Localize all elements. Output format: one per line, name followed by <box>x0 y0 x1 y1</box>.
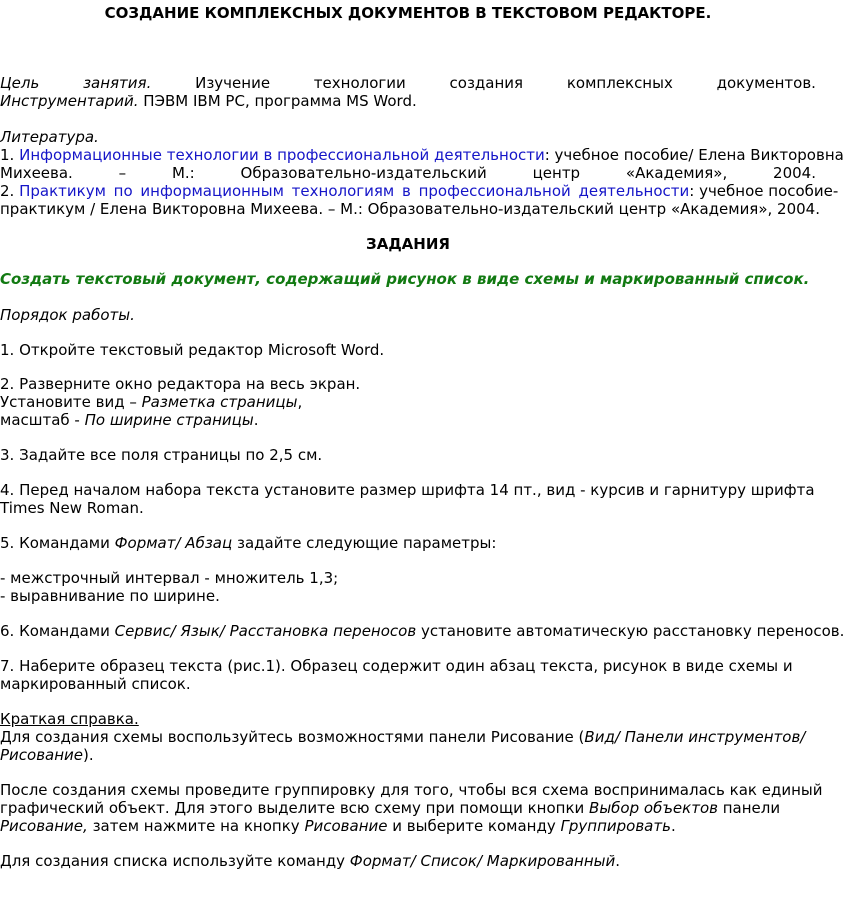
reference-p2-line3 <box>0 817 816 835</box>
lit-word: центр <box>532 164 581 182</box>
goal-word: создания <box>449 74 524 92</box>
text: . <box>670 817 676 835</box>
text: , <box>297 393 303 411</box>
text: . <box>615 852 620 870</box>
reference-p2: После создания схемы проведите группировку для того, чтобы вся схема воспринималась как единый <box>0 781 823 799</box>
text: масштаб - <box>0 411 85 429</box>
step-2-view <box>0 393 816 411</box>
literature-item-2-line2: практикум / Елена Викторовна Михеева. – М.: Образовательно-издательский центр «Академия», 2004. <box>0 200 820 218</box>
step-7: 7. Наберите образец текста (рис.1). Образец содержит один абзац текста, рисунок в виде схемы и <box>0 657 793 675</box>
step-5 <box>0 534 816 552</box>
reference-p1 <box>0 728 816 746</box>
text: затем нажмите на кнопку <box>87 817 305 835</box>
command-name: Группировать <box>560 817 671 835</box>
literature-rest: : учебное пособие- <box>689 182 839 200</box>
literature-link[interactable]: Практикум по информационным технологиям в профессиональной деятельности <box>19 182 690 200</box>
scale-name: По ширине страницы <box>84 411 254 429</box>
tools-line <box>0 92 816 110</box>
menu-path: Рисование <box>0 746 84 764</box>
literature-label: Литература. <box>0 128 99 146</box>
step-7-cont: маркированный список. <box>0 675 191 693</box>
literature-item-2 <box>0 182 839 200</box>
text: 5. Командами <box>0 534 115 552</box>
lit-word: «Академия», <box>625 164 728 182</box>
lit-word: 2004. <box>773 164 816 182</box>
goal-word: комплексных <box>566 74 673 92</box>
bullet-2: - выравнивание по ширине. <box>0 587 220 605</box>
lit-word: М.: <box>171 164 195 182</box>
goal-word: технологии <box>313 74 406 92</box>
text: Для создания схемы воспользуйтесь возможностями панели Рисование ( <box>0 728 585 746</box>
tools-text: ПЭВМ IBM PC, программа MS Word. <box>138 92 417 110</box>
menu-path: Формат/ Абзац <box>114 534 233 552</box>
lit-word: Михеева. <box>0 164 73 182</box>
step-6 <box>0 622 844 640</box>
reference-p2-line2 <box>0 799 816 817</box>
text: установите автоматическую расстановку переносов. <box>416 622 844 640</box>
text: ). <box>83 746 94 764</box>
text: задайте следующие параметры: <box>232 534 497 552</box>
step-2: 2. Разверните окно редактора на весь экран. <box>0 375 361 393</box>
literature-item-1 <box>0 146 844 164</box>
literature-num: 2. <box>0 182 20 200</box>
view-name: Разметка страницы <box>141 393 298 411</box>
text: Установите вид – <box>0 393 142 411</box>
menu-path: Вид/ Панели инструментов/ <box>584 728 806 746</box>
step-1: 1. Откройте текстовый редактор Microsoft Word. <box>0 341 385 359</box>
tools-label: Инструментарий. <box>0 92 139 110</box>
button-name: Выбор объектов <box>589 799 718 817</box>
bullet-1: - межстрочный интервал - множитель 1,3; <box>0 569 339 587</box>
text: Для создания списка используйте команду <box>0 852 350 870</box>
reference-p3 <box>0 852 816 870</box>
tasks-heading: ЗАДАНИЯ <box>366 235 450 253</box>
menu-path: Сервис/ Язык/ Расстановка переносов <box>114 622 417 640</box>
lit-word: – <box>118 164 127 182</box>
step-4: 4. Перед началом набора текста установите размер шрифта 14 пт., вид - курсив и гарнитуру шрифта <box>0 481 815 499</box>
goal-word: Изучение <box>195 74 271 92</box>
button-name: Рисование <box>304 817 388 835</box>
goal-word: документов. <box>716 74 816 92</box>
reference-heading: Краткая справка. <box>0 710 139 728</box>
step-2-scale <box>0 411 816 429</box>
panel-name: Рисование, <box>0 817 88 835</box>
reference-p1-cont <box>0 746 816 764</box>
text: 6. Командами <box>0 622 115 640</box>
step-4-cont: Times New Roman. <box>0 499 144 517</box>
text: и выберите команду <box>387 817 561 835</box>
literature-item-1-line2 <box>0 164 816 182</box>
text: графический объект. Для этого выделите всю схему при помощи кнопки <box>0 799 590 817</box>
lit-word: Образовательно-издательский <box>240 164 487 182</box>
step-3: 3. Задайте все поля страницы по 2,5 см. <box>0 446 323 464</box>
goal-word: занятия. <box>83 74 152 92</box>
text: панели <box>717 799 781 817</box>
document-title: СОЗДАНИЕ КОМПЛЕКСНЫХ ДОКУМЕНТОВ В ТЕКСТОВОМ РЕДАКТОРЕ. <box>104 4 712 22</box>
task-statement: Создать текстовый документ, содержащий рисунок в виде схемы и маркированный список. <box>0 270 810 288</box>
literature-link[interactable]: Информационные технологии в профессиональной деятельности <box>19 146 545 164</box>
literature-rest: : учебное пособие/ Елена Викторовна <box>544 146 844 164</box>
text: . <box>253 411 259 429</box>
literature-num: 1. <box>0 146 20 164</box>
menu-path: Формат/ Список/ Маркированный <box>349 852 616 870</box>
goal-word: Цель <box>0 74 40 92</box>
order-label: Порядок работы. <box>0 306 135 324</box>
goal-line <box>0 74 816 92</box>
